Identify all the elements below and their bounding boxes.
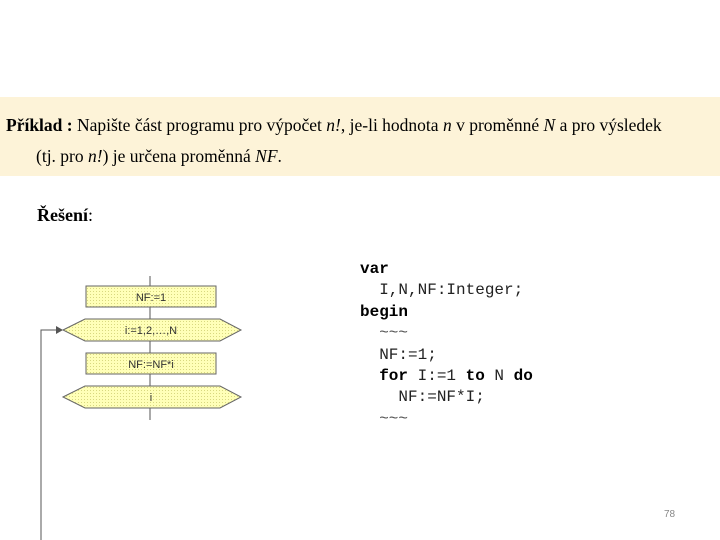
flow-block-init-text: NF:=1	[135, 292, 167, 304]
code-for: for	[379, 367, 409, 386]
task-N: N	[543, 115, 556, 135]
code-dots-2: ~~~	[360, 409, 409, 428]
task-text-d: a pro výsledek	[555, 115, 662, 135]
code-var: var	[360, 260, 389, 278]
code-body: NF:=NF*I;	[360, 388, 485, 407]
task-text-b: , je-li hodnota	[340, 115, 443, 135]
code-begin: begin	[360, 302, 409, 321]
code-dots-1: ~~~	[360, 324, 409, 343]
code-listing	[360, 259, 533, 430]
flow-loop-line	[41, 330, 61, 540]
code-to: to	[465, 367, 485, 386]
task-nfact: n!	[326, 115, 341, 135]
flow-block-loop-text: i:=1,2,…,N	[124, 325, 178, 337]
page-number: 78	[664, 509, 676, 520]
task-label: Příklad :	[6, 115, 73, 135]
task-text-e: (tj. pro	[36, 146, 89, 166]
code-do: do	[513, 367, 533, 386]
flow-block-body-text: NF:=NF*i	[128, 359, 174, 371]
code-for-var: I:=1	[408, 367, 466, 386]
flow-block-end-text: i	[149, 392, 153, 404]
code-init: NF:=1;	[360, 345, 437, 364]
solution-label: Řešení	[37, 205, 88, 225]
task-NF: NF	[255, 146, 278, 166]
task-text-c: v proměnné	[451, 115, 544, 135]
task-text-g: .	[277, 146, 282, 166]
task-nfact2: n!	[88, 146, 103, 166]
code-N: N	[484, 367, 514, 386]
task-n: n	[442, 115, 452, 135]
code-decl: I,N,NF:Integer;	[360, 281, 524, 300]
solution-colon: :	[88, 205, 94, 225]
task-text-a: Napište část programu pro výpočet	[76, 115, 327, 135]
task-text-f: ) je určena proměnná	[102, 146, 256, 166]
